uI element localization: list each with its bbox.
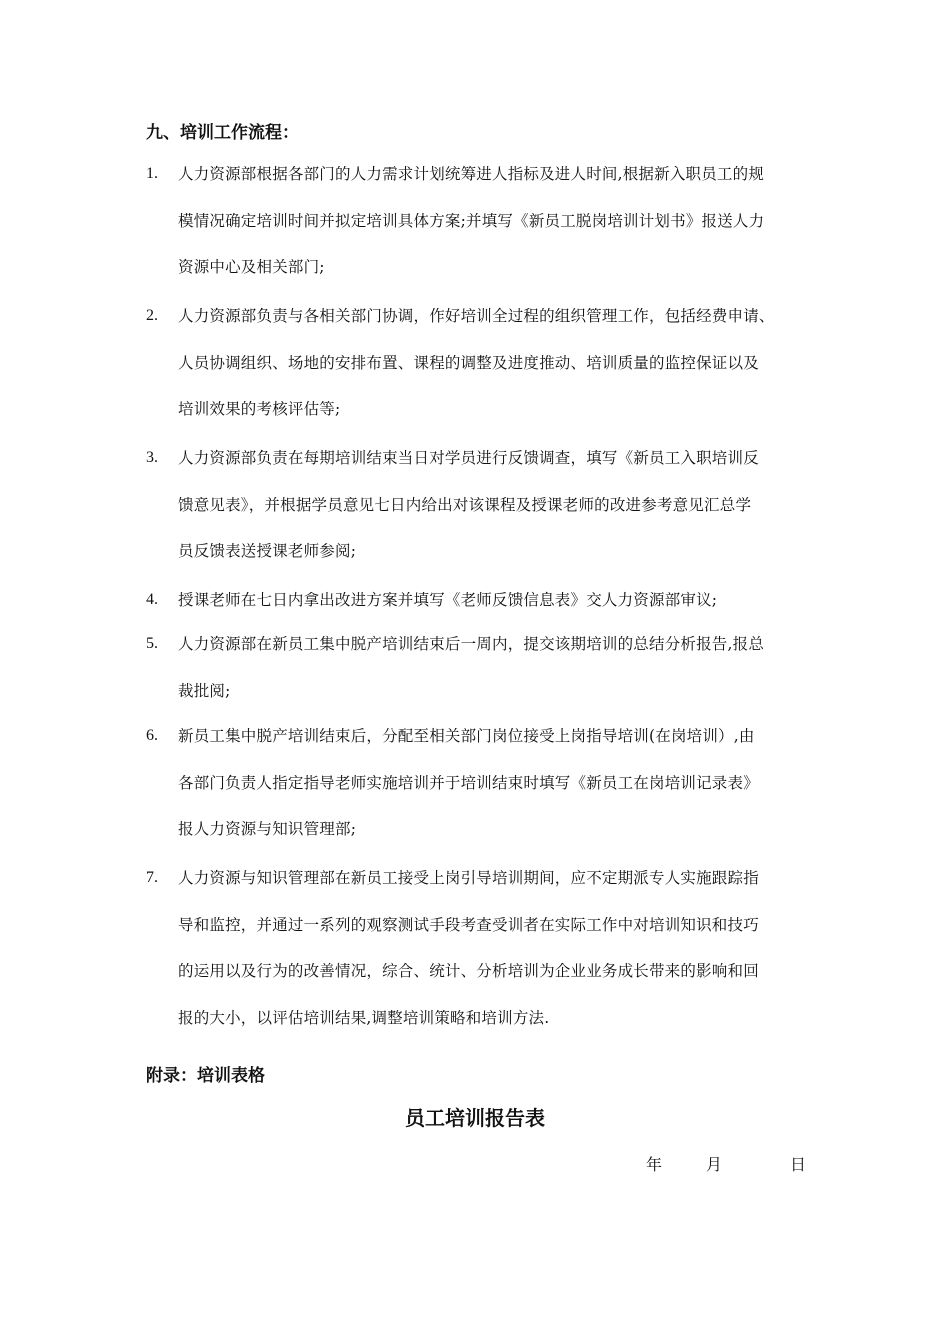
list-item-line: 模情况确定培训时间并拟定培训具体方案;并填写《新员工脱岗培训计划书》报送人力 (178, 212, 765, 230)
list-item-line: 人力资源部负责与各相关部门协调，作好培训全过程的组织管理工作，包括经费申请、 (178, 307, 775, 325)
list-item-number: 6. (146, 727, 158, 744)
list-item-line: 裁批阅; (178, 682, 231, 700)
date-month-label: 月 (706, 1155, 723, 1174)
list-item-line: 培训效果的考核评估等; (178, 400, 341, 418)
list-item-line: 员反馈表送授课老师参阅; (178, 542, 357, 560)
list-item-line: 馈意见表》，并根据学员意见七日内给出对该课程及授课老师的改进参考意见汇总学 (178, 496, 752, 514)
list-item-line: 人力资源部根据各部门的人力需求计划统筹进人指标及进人时间,根据新入职员工的规 (178, 165, 765, 183)
list-item-line: 人员协调组织、场地的安排布置、课程的调整及进度推动、培训质量的监控保证以及 (178, 354, 759, 372)
list-item-line: 报的大小，以评估培训结果,调整培训策略和培训方法. (178, 1009, 550, 1027)
list-item-line: 各部门负责人指定指导老师实施培训并于培训结束时填写《新员工在岗培训记录表》 (178, 774, 759, 792)
list-item-line: 人力资源部在新员工集中脱产培训结束后一周内，提交该期培训的总结分析报告,报总 (178, 635, 765, 653)
list-item-line: 人力资源与知识管理部在新员工接受上岗引导培训期间，应不定期派专人实施跟踪指 (178, 869, 759, 887)
list-item-number: 3. (146, 449, 158, 466)
list-item-number: 7. (146, 869, 158, 886)
list-item-number: 2. (146, 307, 158, 324)
list-item-line: 导和监控，并通过一系列的观察测试手段考查受训者在实际工作中对培训知识和技巧 (178, 916, 759, 934)
list-item-number: 4. (146, 591, 158, 608)
list-item-line: 报人力资源与知识管理部; (178, 820, 357, 838)
list-item-line: 人力资源部负责在每期培训结束当日对学员进行反馈调查，填写《新员工入职培训反 (178, 449, 759, 467)
list-item-line: 的运用以及行为的改善情况，综合、统计、分析培训为企业业务成长带来的影响和回 (178, 962, 759, 980)
section-heading: 九、培训工作流程： (146, 123, 299, 143)
list-item-number: 5. (146, 635, 158, 652)
table-title: 员工培训报告表 (405, 1106, 545, 1130)
list-item-number: 1. (146, 165, 158, 182)
list-item-line: 新员工集中脱产培训结束后，分配至相关部门岗位接受上岗指导培训(在岗培训）,由 (178, 727, 755, 745)
list-item-line: 授课老师在七日内拿出改进方案并填写《老师反馈信息表》交人力资源部审议; (178, 591, 718, 609)
list-item-line: 资源中心及相关部门; (178, 258, 325, 276)
date-year-label: 年 (646, 1155, 663, 1174)
appendix-heading: 附录：培训表格 (146, 1066, 265, 1086)
date-day-label: 日 (790, 1155, 807, 1174)
